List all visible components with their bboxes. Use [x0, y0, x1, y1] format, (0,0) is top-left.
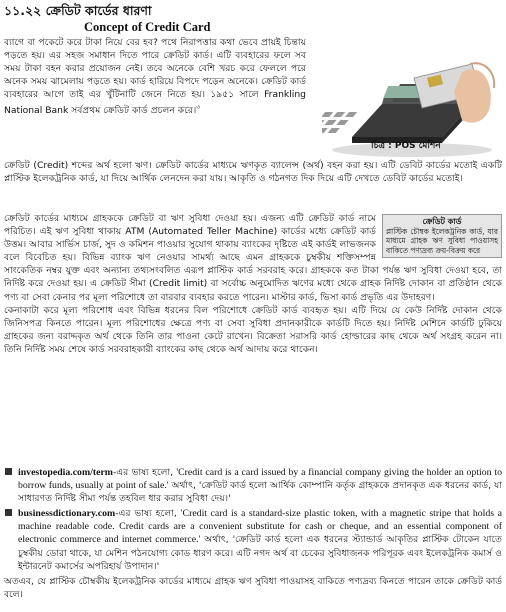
bullet-item-businessdictionary — [4, 507, 502, 572]
source-name: investopedia.com/term — [18, 467, 113, 478]
paragraph-credit-facility: ক্রেডিট কার্ডের মাধ্যমে গ্রাহককে ক্রেডিট বা ঋণ সুবিধা দেওয়া হয়। এজন্য এটি ক্রেডিট কার্ড নামে পরিচিত। এই ঋণ সুবিধা থাকায় ATM (Automated Teller Machine) কার্ডের মধ্যে ক্রেডিট কার্ড উত্তম। আবার সার্ভিস চার্জ, সুদ ও কমিশন পাওয়ার সুযোগ থাকায় ব্যাংকের দৃষ্টিতে এই কার্ডই লাভজনক বলে বিবেচিত হয়। বিভিন্ন ব্যাংক ঋণ নেওয়ার সামর্থ্য আছে এমন গ্রাহককে চুম্বকীয় শক্তিসম্পন্ন সাংকেতিক নম্বর যুক্ত এবং অন্যান্য তথ্যসংবলিত এরূপ প্লাস্টিক কার্ড সরবরাহ করে। গ্রাহককে কত টাকা পর্যন্ত ঋণ সুবিধা দেওয়া হবে, তা নির্দিষ্ট করে দেওয়া হয়। এ ক্রেডিট সীমা (Credit limit) বা সর্বোচ্চ অনুমোদিত ঋণের মধ্যে থেকে গ্রাহক নির্দিষ্ট দোকান বা প্রতিষ্ঠান থেকে পণ্য বা সেবা কেনার পর মূল্য পরিশোধে তা বারবার ব্যবহার করতে পারেন। মাস্টার কার্ড, ভিসা কার্ড প্রভৃতি এর উদাহরণ। — [4, 213, 502, 303]
paragraph-credit-facility-block — [4, 212, 502, 356]
bengali-translation: অর্থাৎ, 'ক্রেডিট কার্ড হলো আর্থিক কোম্পানি কর্তৃক গ্রাহককে প্রদানকৃত এক ধরনের কার্ড, যা সাধারণত নির্দিষ্ট সীমা পর্যন্ত তহবিল ধার করার সুবিধা দেয়।' — [18, 480, 503, 505]
definition-box — [382, 214, 502, 258]
definition-bullet-list — [4, 466, 502, 575]
paragraph-credit-usage: কেনাকাটা করে মূল্য পরিশোধ এবং বিভিন্ন ধরনের বিল পরিশোধে ক্রেডিট কার্ড ব্যবহৃত হয়। এটি দিয়ে যে কেউ নির্দিষ্ট দোকান থেকে জিনিসপত্র কিনতে পারেন। মূল্য পরিশোধের ক্ষেত্রে পণ্য বা সেবা সুবিধা প্রদানকারীকে কার্ডটি দিতে হয়। নির্দিষ্ট মেশিনে কার্ডটি ঢুকিয়ে গ্রাহকের জন্য বরাদ্দকৃত অর্থ থেকে তিনি তার পাওনা কেটে রাখেন। বিক্রেতা সরাসরি কার্ড হোল্ডারের কাছ থেকে অর্থ সংগ্রহ করেন না। তিনি নির্দিষ্ট সময় শেষে কার্ড সরবরাহকারী ব্যাংকের কাছ থেকে অর্থ আদায় করে থাকেন। — [4, 304, 502, 355]
bengali-translation: অর্থাৎ, 'ক্রেডিট কার্ড হলো এক ধরনের স্ট্যান্ডার্ড আকৃতির প্লাস্টিক টোকেন যাতে চুম্বকীয় ডোরা থাকে, যা মেশিন পঠনযোগ্য কোড ধারণ করে। এটি নগদ অর্থ বা চেকের সুবিধাজনক পরিপূরক এবং ইলেকট্রনিক কমার্স ও ইন্টারনেট কমার্সের অপরিহার্য উপাদান।' — [18, 534, 502, 572]
paragraph-conclusion: অতএব, যে প্লাস্টিক চৌম্বকীয় ইলেকট্রনিক কার্ডের মাধ্যমে গ্রাহক ঋণ সুবিধা পাওয়াসহ বাকিতে পণ্যদ্রব্য কিনতে পারেন তাকে ক্রেডিট কার্ড বলে। — [4, 576, 502, 601]
section-heading: ১১.২২ ক্রেডিট কার্ডের ধারণা — [4, 3, 152, 18]
section-subheading: Concept of Credit Card — [84, 20, 211, 34]
square-bullet-icon — [5, 509, 12, 516]
definition-box-title: ক্রেডিট কার্ড — [422, 217, 462, 226]
figure-caption: চিত্র : POS মেশিন — [371, 141, 441, 151]
intro-paragraph — [4, 36, 306, 118]
english-quote: 'Credit card is a card issued by a financial company giving the holder an option to borrow funds, usually at point of sale.' — [18, 467, 502, 492]
source-name: businessdictionary.com — [18, 508, 116, 520]
paragraph-credit-meaning: ক্রেডিট (Credit) শব্দের অর্থ হলো ঋণ। ক্রেডিট কার্ডের মাধ্যমে ঋণকৃত ব্যালেন্স (অর্থ) বহন করা হয়। এটি ডেবিট কার্ডের মতোই একটি প্লাস্টিক ইলেকট্রনিক কার্ড, যা দিয়ে আর্থিক লেনদেন করা যায়। আকৃতি ও গঠনগত দিক দিয়ে এটি দেখতে ডেবিট কার্ডের মতোই। — [4, 160, 502, 185]
intro-reference: ৩ — [196, 104, 201, 112]
intro-text: ব্যাগে বা পকেটে করে টাকা নিয়ে বের হব? পথে নিরাপত্তার কথা ভেবে প্রায়ই চিন্তায় পড়তে হয়। এর সহজ সমাধান দিতে পারে ক্রেডিট কার্ড। এটি ব্যবহারের ফলে সব সময় টাকা বহন করার প্রয়োজন নেই। তবে অনেকে বেশি খরচ করে ফেললে পরে অনেক সময় ঝামেলায় পড়তে হয়। কার্ড হারিয়ে বিপদে পড়েন অনেকে। ক্রেডিট কার্ড ব্যবহারের আগে তাই এর খুঁটিনাটি জেনে নিতে হয়। ১৯৫১ সালে Frankling National Bank সর্বপ্রথম ক্রেডিট কার্ড প্রচলন করে। — [4, 37, 306, 117]
source-lead: -এর ভাষ্য হলো, — [115, 508, 181, 520]
source-lead: -এর ভাষ্য হলো, — [112, 467, 177, 478]
square-bullet-icon — [5, 468, 12, 475]
english-quote: 'Credit card is a standard-size plastic token, with a magnetic stripe that holds a machine readable code. Credit cards are a convenient substitute for cash or cheque, and an essential component of electronic commerce and internet commerce.' — [18, 508, 502, 546]
bullet-item-investopedia — [4, 466, 502, 505]
definition-box-text: প্লাস্টিক চৌম্বক ইলেকট্রনিক কার্ড, যার মাধ্যমে গ্রাহক ঋণ সুবিধা পাওয়াসহ বাকিতে পণ্যদ্রব্য ক্রয়-বিক্রয় করে — [386, 226, 498, 255]
